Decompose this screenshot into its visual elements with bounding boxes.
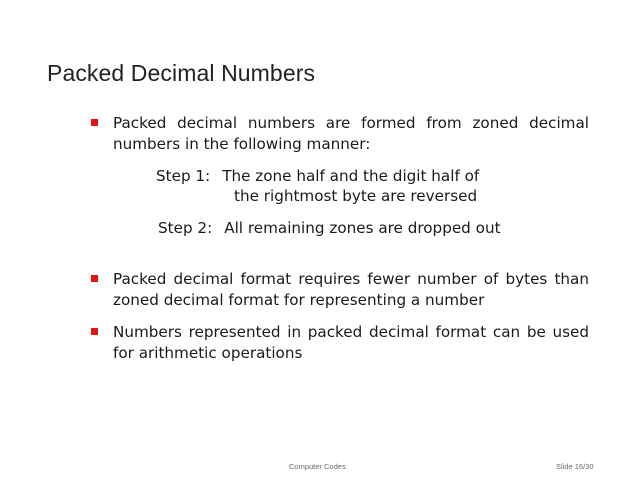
footer-title: Computer Codes	[289, 462, 346, 471]
step-text: The zone half and the digit half of	[222, 167, 480, 185]
step-1-continuation: the rightmost byte are reversed	[234, 187, 478, 205]
slide-title: Packed Decimal Numbers	[47, 60, 316, 86]
bullet-text: Numbers represented in packed decimal format can be used for arithmetic operations	[113, 323, 589, 362]
step-label: Step 2:	[158, 219, 213, 237]
step-label: Step 1:	[156, 167, 211, 185]
slide-number: Slide 16/30	[556, 462, 594, 471]
bullet-item	[91, 322, 589, 364]
step-2	[158, 218, 501, 239]
square-bullet-icon	[91, 119, 98, 126]
bullet-item	[91, 113, 589, 155]
square-bullet-icon	[91, 328, 98, 335]
step-1	[156, 166, 479, 187]
step-text: All remaining zones are dropped out	[224, 219, 501, 237]
bullet-text: Packed decimal format requires fewer number of bytes than zoned decimal format for representing a number	[113, 270, 589, 309]
bullet-text: Packed decimal numbers are formed from zoned decimal numbers in the following manner:	[113, 114, 589, 153]
bullet-item	[91, 269, 589, 311]
square-bullet-icon	[91, 275, 98, 282]
